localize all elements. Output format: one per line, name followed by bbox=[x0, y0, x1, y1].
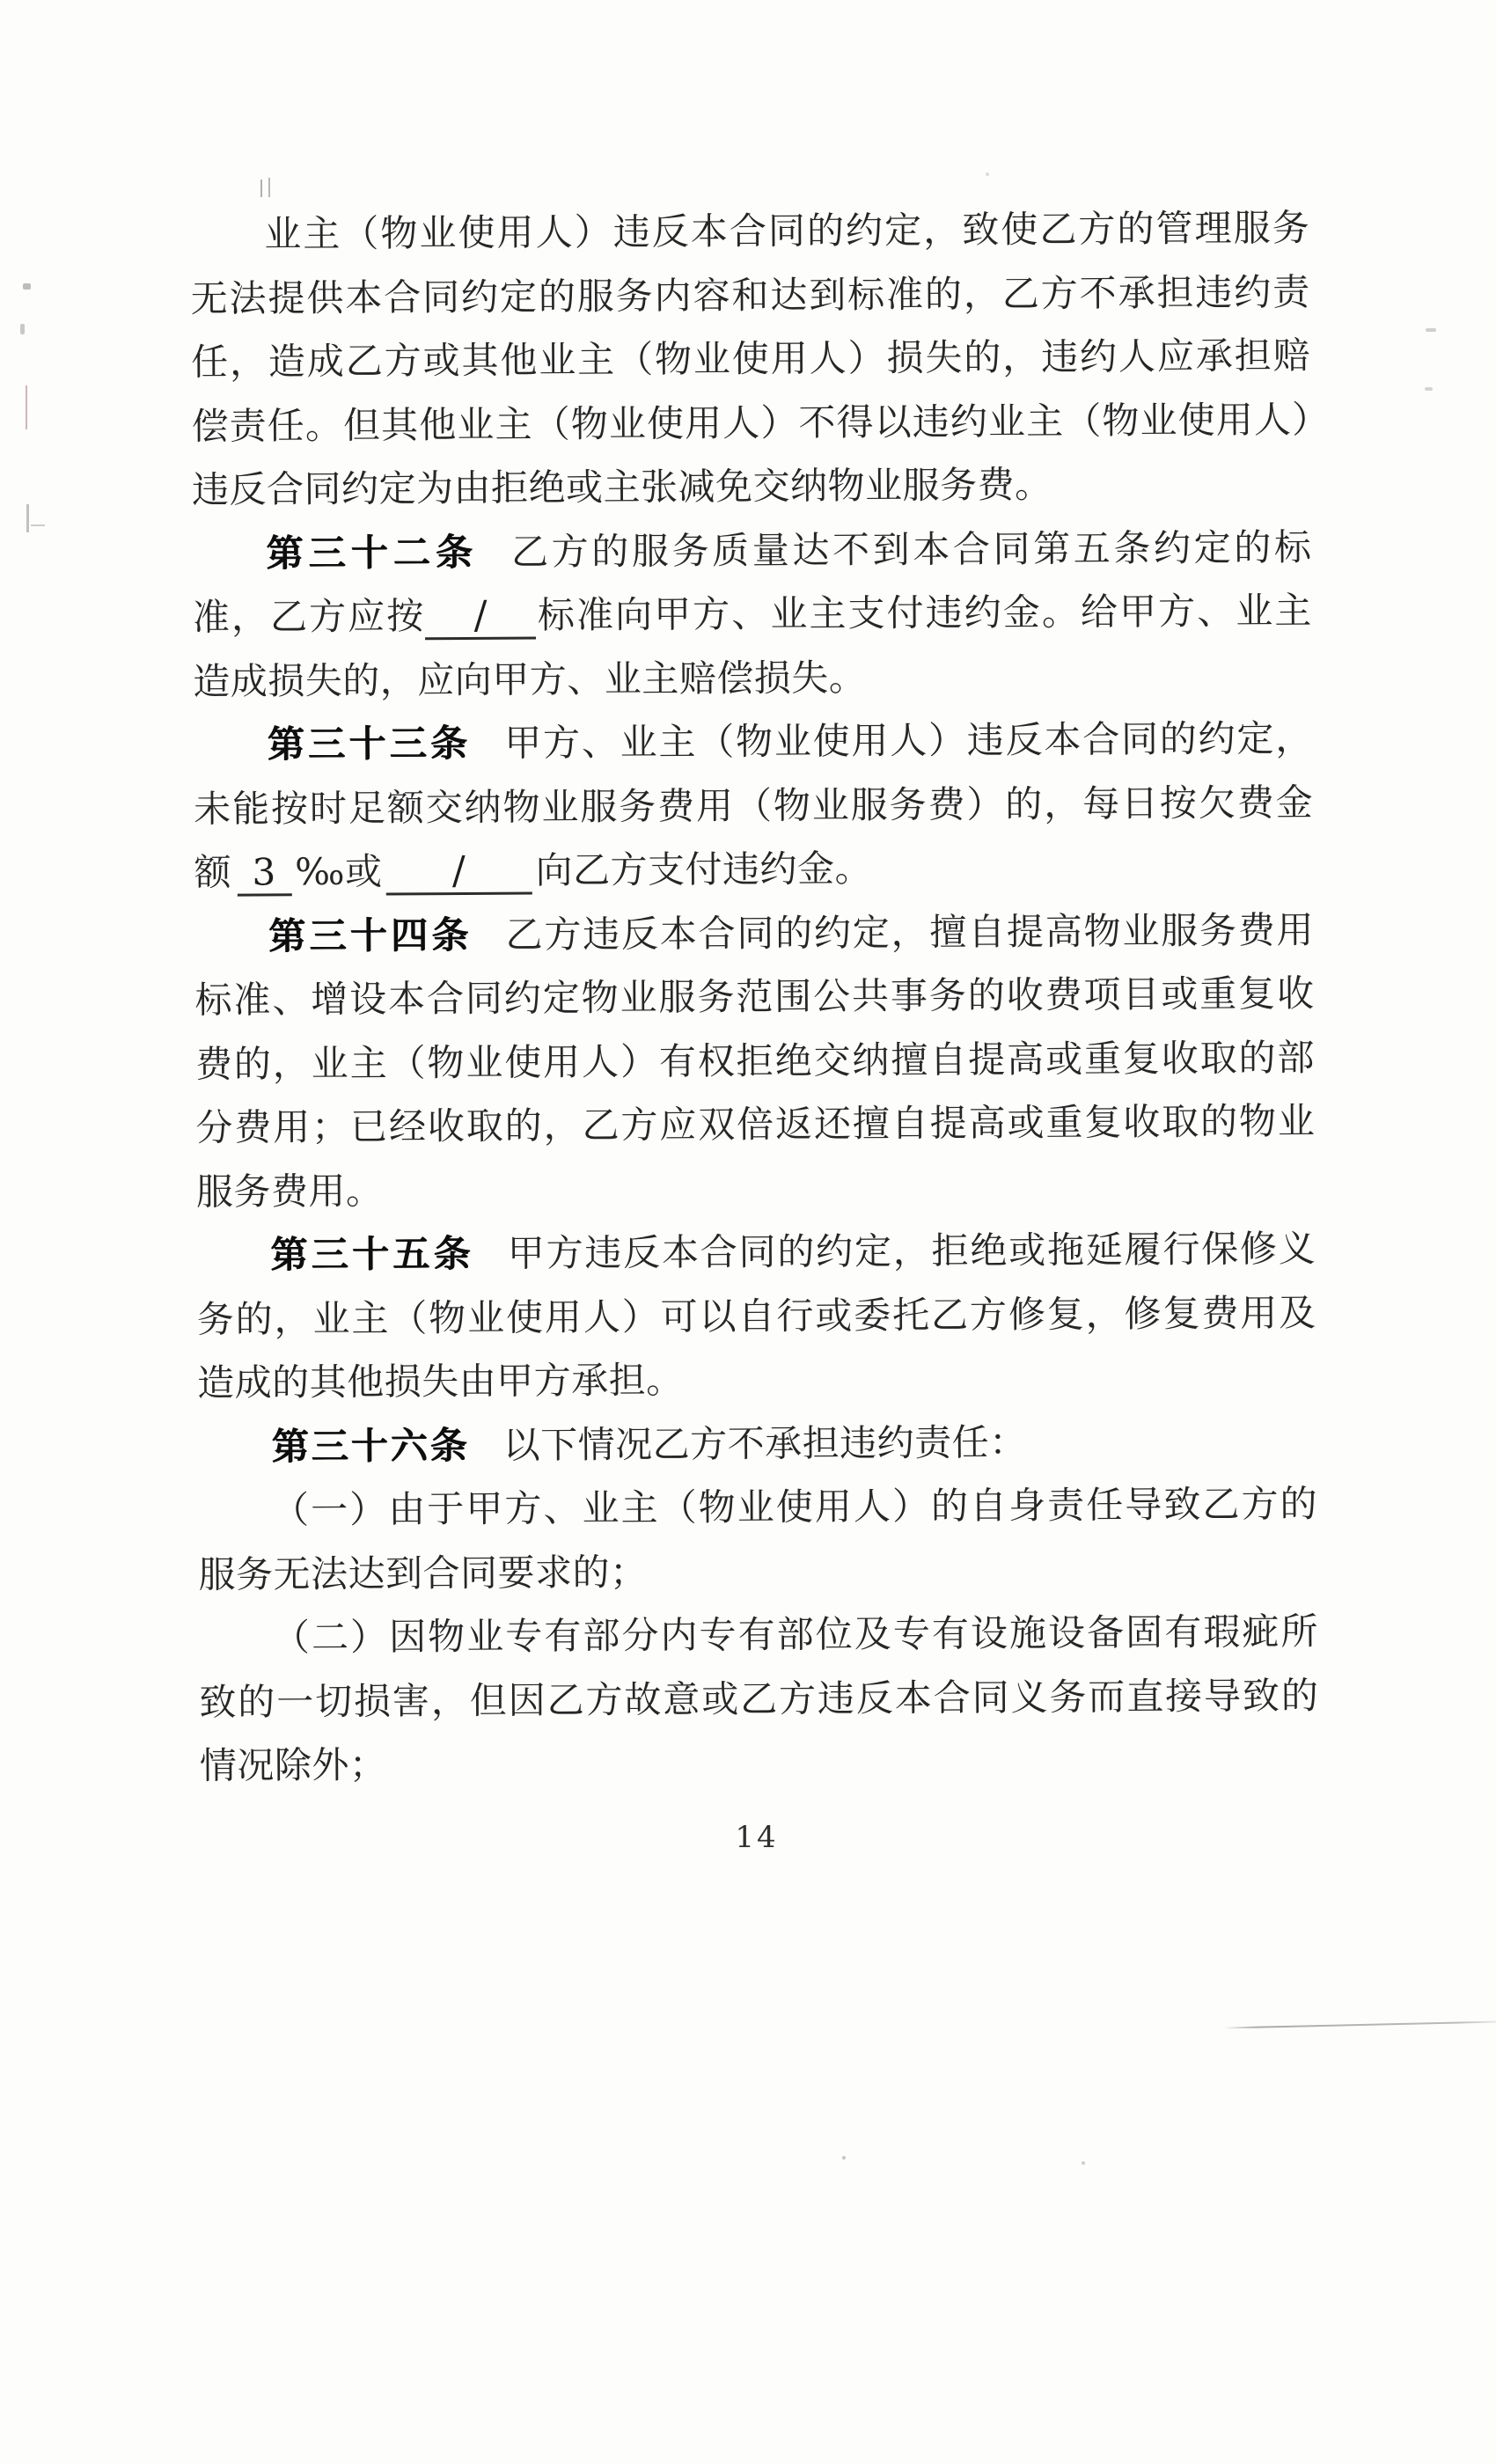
paragraph-article-36 bbox=[197, 1409, 1316, 1479]
article-36-item-2-label: （二） bbox=[272, 1615, 390, 1660]
paragraph-article-34 bbox=[194, 898, 1316, 1224]
article-33-rate-blank-field bbox=[237, 852, 291, 896]
scan-artifact-top-dot bbox=[986, 172, 989, 176]
article-35-heading: 第三十五条 bbox=[270, 1231, 474, 1277]
scan-artifact-bottom-right-line bbox=[1223, 2020, 1496, 2028]
article-33-text-before-blank-1: 甲方、业主（物业使用人）违反本合同的约定，未能按时足额交纳物业服务费用（物业服务费）的，每日按欠费金额 bbox=[194, 716, 1314, 894]
paragraph-article-33 bbox=[194, 707, 1314, 905]
contract-text-block bbox=[190, 196, 1319, 1798]
article-35-text: 甲方违反本合同的约定，拒绝或拖延履行保修义务的，业主（物业使用人）可以自行或委托乙方修复，修复费用及造成的其他损失由甲方承担。 bbox=[196, 1227, 1316, 1404]
article-33-heading: 第三十三条 bbox=[267, 721, 472, 766]
scan-artifact-bottom-dot-2 bbox=[1082, 2161, 1085, 2165]
paragraph-continued bbox=[190, 196, 1311, 522]
scan-artifact-left-hairline bbox=[26, 385, 27, 429]
page-number: 14 bbox=[735, 1820, 779, 1855]
article-36-item-1-text: 由于甲方、业主（物业使用人）的自身责任导致乙方的服务无法达到合同要求的； bbox=[198, 1482, 1318, 1596]
article-33-blank-value: / bbox=[451, 847, 466, 894]
paragraph-continued-text: 业主（物业使用人）违反本合同的约定，致使乙方的管理服务无法提供本合同约定的服务内容和达到标准的，乙方不承担违约责任，造成乙方或其他业主（物业使用人）损失的，违约人应承担赔偿责任。但其他业主（物业使用人）不得以违约业主（物业使用人）违反合同约定为由拒绝或主张减免交纳物业服务费。 bbox=[190, 206, 1311, 511]
article-34-text: 乙方违反本合同的约定，擅自提高物业服务费用标准、增设本合同约定物业服务范围公共事务的收费项目或重复收费的，业主（物业使用人）有权拒绝交纳擅自提高或重复收取的部分费用；已经收取的，乙方应双倍返还擅自提高或重复收取的物业服务费用。 bbox=[194, 907, 1316, 1214]
article-32-blank-field bbox=[425, 592, 536, 640]
article-33-rate-value: 3 bbox=[252, 850, 276, 894]
article-33-text-between-blanks: ‰或 bbox=[295, 849, 383, 894]
article-32-text-before-blank: 乙方的服务质量达不到本合同第五条约定的标准，乙方应按 bbox=[192, 524, 1312, 639]
scan-artifact-smudge-1 bbox=[260, 180, 262, 197]
article-34-heading: 第三十四条 bbox=[268, 913, 473, 957]
article-32-text-after-blank: 标准向甲方、业主支付违约金。给甲方、业主造成损失的，应向甲方、业主赔偿损失。 bbox=[193, 589, 1313, 703]
scan-artifact-smudge-2 bbox=[268, 178, 270, 197]
paragraph-article-35 bbox=[196, 1217, 1316, 1415]
article-33-blank-field bbox=[385, 847, 532, 896]
scan-artifact-right-speck-2 bbox=[1425, 387, 1433, 391]
scan-artifact-left-dash bbox=[31, 524, 45, 526]
paragraph-article-36-item-2 bbox=[199, 1600, 1319, 1798]
article-36-heading: 第三十六条 bbox=[271, 1423, 470, 1468]
scan-artifact-right-speck-1 bbox=[1426, 328, 1436, 332]
article-36-item-1-label: （一） bbox=[271, 1487, 389, 1532]
article-36-text: 以下情况乙方不承担违约责任： bbox=[502, 1419, 1027, 1467]
article-32-blank-value: / bbox=[473, 592, 488, 638]
scan-artifact-left-speck-2 bbox=[20, 324, 25, 334]
article-33-text-after-blank-2: 向乙方支付违约金。 bbox=[535, 847, 873, 892]
article-32-heading: 第三十二条 bbox=[266, 530, 479, 575]
scan-artifact-bottom-dot-1 bbox=[842, 2156, 846, 2160]
article-36-item-2-text: 因物业专有部分内专有部位及专有设施设备固有瑕疵所致的一切损害，但因乙方故意或乙方违反本合同义务而直接导致的情况除外； bbox=[199, 1610, 1319, 1787]
paragraph-article-36-item-1 bbox=[198, 1472, 1318, 1607]
scan-artifact-left-speck-1 bbox=[23, 283, 31, 290]
scan-artifact-left-mark bbox=[26, 504, 29, 532]
paragraph-article-32 bbox=[192, 516, 1312, 714]
